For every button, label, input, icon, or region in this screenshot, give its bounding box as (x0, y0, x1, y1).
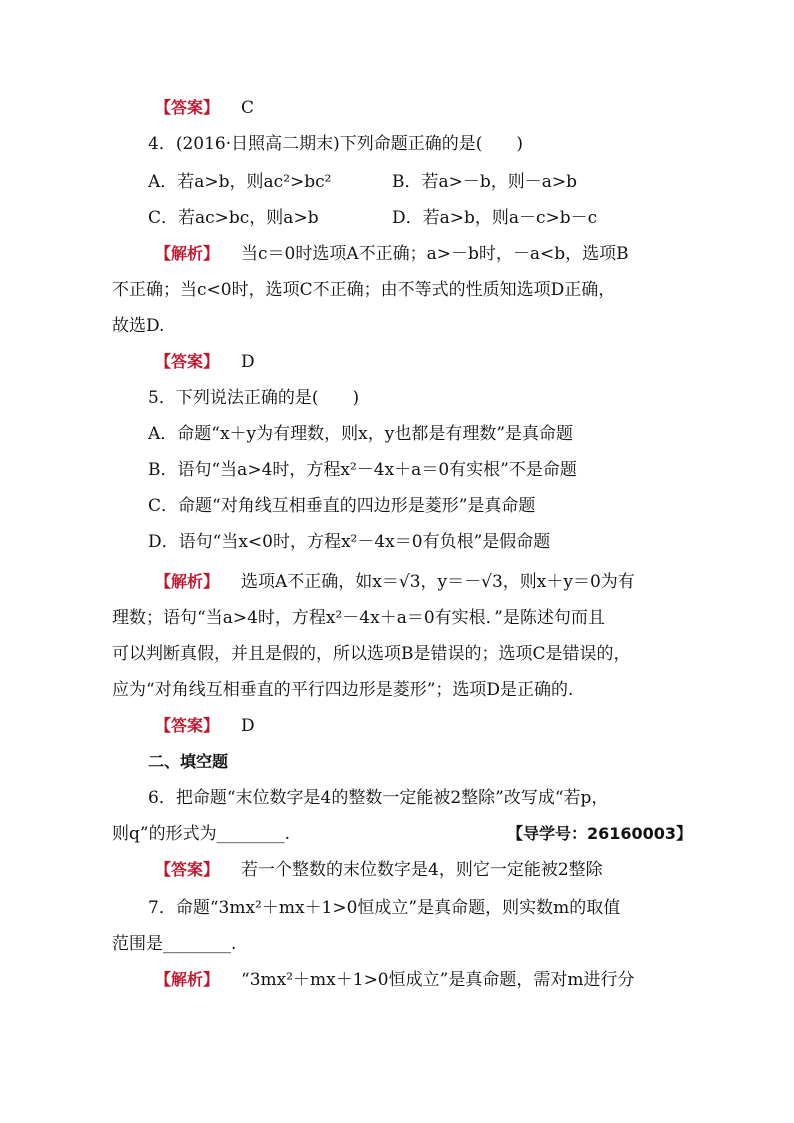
analysis-line-5b (112, 606, 605, 630)
question-text: 6．把命题“末位数字是4的整数一定能被2整除”改写成“若p， (148, 788, 609, 808)
analysis-line-5a (155, 570, 635, 594)
option-b: B．语句“当a>4时，方程x²－4x＋a＝0有实根”不是命题 (148, 460, 577, 480)
question-4-option-d (392, 206, 597, 230)
question-text: 则q”的形式为________. (112, 824, 290, 844)
analysis-text: 应为“对角线互相垂直的平行四边形是菱形”；选项D是正确的. (112, 680, 574, 700)
question-5-option-d (148, 530, 550, 554)
analysis-tag: 【解析】 (155, 970, 220, 989)
option-b: B．若a>－b，则－a>b (392, 172, 578, 192)
analysis-line-4c (112, 314, 164, 338)
question-5-option-a (148, 422, 573, 446)
question-6-line-2 (112, 822, 712, 846)
question-text: 7．命题“3mx²＋mx＋1>0恒成立”是真命题，则实数m的取值 (148, 898, 621, 918)
analysis-text: 不正确；当c<0时，选项C不正确；由不等式的性质知选项D正确， (112, 280, 616, 300)
question-7-stem (148, 896, 620, 920)
question-7-line-2 (112, 932, 236, 956)
section-title: 二、填空题 (148, 752, 229, 771)
analysis-line-7a (155, 968, 634, 992)
question-6-stem (148, 786, 608, 810)
analysis-text: 当c＝0时选项A不正确；a>－b时，－a<b，选项B (241, 244, 629, 264)
option-a: A．命题“x＋y为有理数，则x，y也都是有理数”是真命题 (148, 424, 574, 444)
answer-tag: 【答案】 (155, 860, 220, 879)
answer-text: D (241, 716, 255, 736)
analysis-line-4a (155, 242, 629, 266)
question-5-option-c (148, 494, 535, 518)
option-c: C．命题“对角线互相垂直的四边形是菱形”是真命题 (148, 496, 536, 516)
answer-tag: 【答案】 (155, 716, 220, 735)
question-text: 4．(2016·日照高二期末)下列命题正确的是( ) (148, 134, 524, 154)
answer-text: C (241, 98, 255, 118)
question-text: 范围是________. (112, 934, 237, 954)
answer-line-6 (155, 858, 603, 882)
question-4-option-b (392, 170, 577, 194)
answer-line-3 (155, 96, 254, 120)
question-5-stem (148, 386, 359, 410)
option-d: D．若a>b，则a－c>b－c (392, 208, 598, 228)
option-d: D．语句“当x<0时，方程x²－4x＝0有负根”是假命题 (148, 532, 551, 552)
analysis-text: 理数；语句“当a>4时，方程x²－4x＋a＝0有实根．”是陈述句而且 (112, 608, 605, 628)
analysis-line-5c (112, 642, 631, 666)
analysis-text: 故选D. (112, 316, 165, 336)
question-4-options-cd (148, 206, 319, 230)
answer-line-4 (155, 350, 255, 374)
analysis-tag: 【解析】 (155, 244, 220, 263)
analysis-text: “3mx²＋mx＋1>0恒成立”是真命题，需对m进行分 (241, 970, 635, 990)
option-c: C．若ac>bc，则a>b (148, 208, 319, 228)
answer-tag: 【答案】 (155, 98, 220, 117)
answer-tag: 【答案】 (155, 352, 220, 371)
analysis-tag: 【解析】 (155, 572, 220, 591)
question-5-option-b (148, 458, 577, 482)
question-4-stem (148, 132, 523, 156)
analysis-line-4b (112, 278, 615, 302)
question-text: 5．下列说法正确的是( ) (148, 388, 360, 408)
guide-number: 【导学号：26160003】 (507, 824, 693, 843)
analysis-line-5d (112, 678, 573, 702)
analysis-text: 选项A不正确，如x＝√3，y＝－√3，则x＋y＝0为有 (241, 572, 635, 592)
section-heading (148, 750, 228, 774)
question-4-options-ab (148, 170, 331, 194)
analysis-text: 可以判断真假，并且是假的，所以选项B是错误的；选项C是错误的， (112, 644, 631, 664)
answer-line-5 (155, 714, 255, 738)
answer-text: 若一个整数的末位数字是4，则它一定能被2整除 (241, 860, 603, 880)
answer-text: D (241, 352, 255, 372)
option-a: A．若a>b，则ac²>bc² (148, 172, 332, 192)
